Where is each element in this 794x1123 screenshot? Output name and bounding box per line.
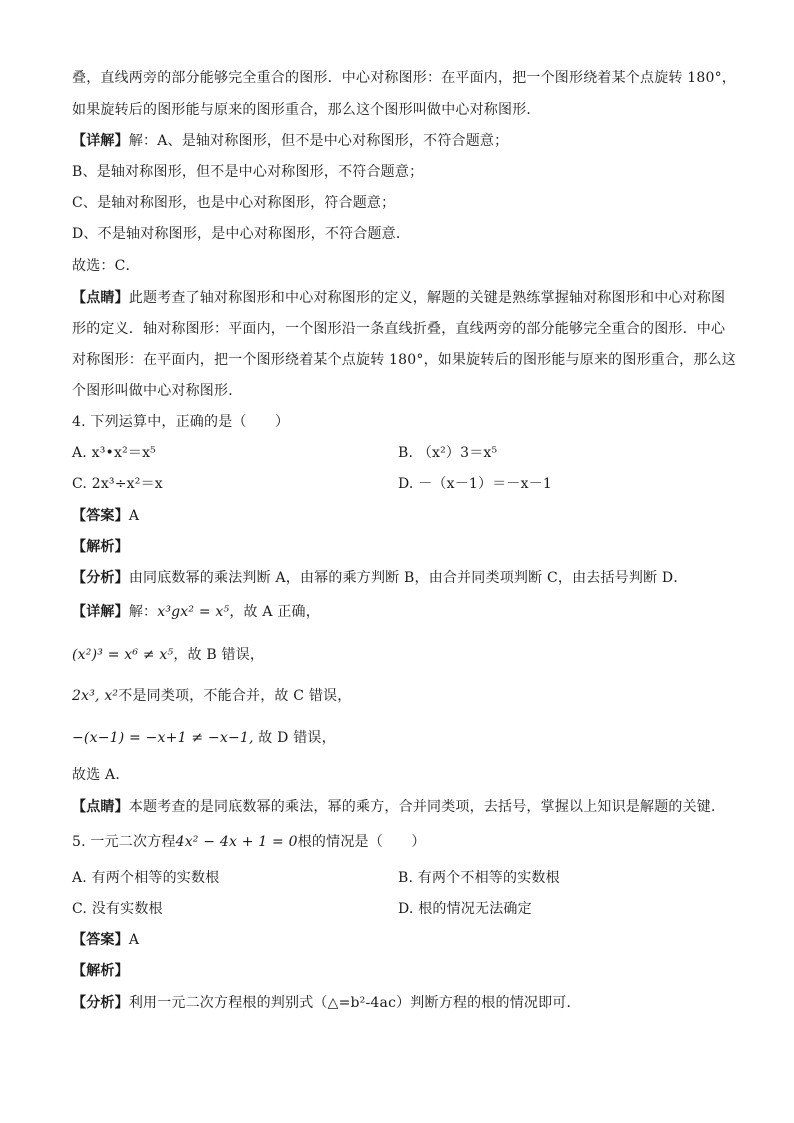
math-expression: −(x−1) = −x+1 ≠ −x−1, bbox=[72, 730, 254, 746]
answer-line bbox=[72, 506, 139, 526]
detail-suffix: ，故 A 正确， bbox=[229, 604, 320, 620]
fenxi-tag: 【分析】 bbox=[72, 570, 129, 586]
option-d: D. －（x－1）＝－x－1 bbox=[398, 476, 553, 492]
choice-line: 故选 A． bbox=[72, 767, 130, 783]
paragraph-line: 故选：C． bbox=[72, 258, 140, 274]
fenxi-text: 利用一元二次方程根的判别式（△=b²-4ac）判断方程的根的情况即可． bbox=[128, 995, 581, 1011]
answer-value: A bbox=[128, 932, 140, 948]
analysis-tag: 【解析】 bbox=[72, 539, 129, 555]
stem-suffix: 根的情况是（ ） bbox=[297, 834, 426, 850]
paragraph-line: 个图形叫做中心对称图形． bbox=[72, 383, 243, 399]
dianjing-tag: 【点睛】 bbox=[72, 799, 129, 815]
fenxi-text: 由同底数幂的乘法判断 A，由幂的乘方判断 B，由合并同类项判断 C，由去括号判断 D． bbox=[128, 570, 688, 586]
dianjing-line bbox=[72, 797, 725, 817]
paragraph-line: 如果旋转后的图形能与原来的图形重合，那么这个图形叫做中心对称图形． bbox=[72, 102, 541, 118]
paragraph-line: C、是轴对称图形，也是中心对称图形，符合题意； bbox=[72, 195, 396, 211]
detail-line bbox=[72, 728, 336, 748]
option-b: B. （x²）3＝x⁵ bbox=[398, 445, 498, 461]
dianjing-tag: 【点睛】 bbox=[72, 290, 129, 306]
math-expression: x³gx² = x⁵ bbox=[157, 604, 230, 620]
analysis-line bbox=[72, 961, 129, 981]
option-c: C. 没有实数根 bbox=[72, 901, 163, 917]
answer-value: A bbox=[128, 508, 140, 524]
detail-tag: 【详解】 bbox=[72, 133, 129, 149]
math-expression: (x²)³ = x⁶ ≠ x⁵ bbox=[72, 647, 174, 663]
detail-suffix: 不是同类项，不能合并，故 C 错误， bbox=[118, 688, 352, 704]
question-4-options-row-1 bbox=[72, 443, 728, 463]
detail-suffix: 故 D 错误， bbox=[253, 730, 336, 746]
answer-tag: 【答案】 bbox=[72, 508, 129, 524]
paragraph-line: B、是轴对称图形，但不是中心对称图形，不符合题意； bbox=[72, 164, 424, 180]
detail-text: 解：A、是轴对称图形，但不是中心对称图形，不符合题意； bbox=[128, 133, 509, 149]
dianjing-text: 本题考查的是同底数幂的乘法，幂的乘方，合并同类项，去括号，掌握以上知识是解题的关键． bbox=[128, 799, 726, 815]
option-a: A. 有两个相等的实数根 bbox=[72, 870, 220, 886]
detail-line bbox=[72, 686, 351, 706]
option-c: C. 2x³÷x²＝x bbox=[72, 476, 163, 492]
paragraph-line: D、不是轴对称图形，是中心对称图形，不符合题意． bbox=[72, 226, 411, 242]
paragraph-line: 形的定义．轴对称图形：平面内，一个图形沿一条直线折叠，直线两旁的部分能够完全重合的图形．中心 bbox=[72, 321, 726, 337]
dianjing-line bbox=[72, 288, 725, 308]
option-d: D. 根的情况无法确定 bbox=[398, 901, 532, 917]
fenxi-line bbox=[72, 993, 581, 1013]
detail-line bbox=[72, 131, 508, 151]
dianjing-text: 此题考查了轴对称图形和中心对称图形的定义，解题的关键是熟练掌握轴对称图形和中心对称图 bbox=[128, 290, 726, 306]
analysis-line bbox=[72, 537, 129, 557]
option-b: B. 有两个不相等的实数根 bbox=[398, 870, 560, 886]
math-expression: 2x³, x² bbox=[72, 688, 119, 704]
detail-tag: 【详解】 bbox=[72, 604, 129, 620]
question-4-options-row-2 bbox=[72, 474, 728, 494]
answer-tag: 【答案】 bbox=[72, 932, 129, 948]
question-5-options-row-1 bbox=[72, 868, 728, 888]
paragraph-line: 对称图形：在平面内，把一个图形绕着某个点旋转 180°，如果旋转后的图形能与原来的图形重合，那么这 bbox=[72, 352, 736, 368]
math-expression: 4x² − 4x + 1 = 0 bbox=[175, 834, 298, 850]
stem-prefix: 5. 一元二次方程 bbox=[72, 834, 176, 850]
detail-prefix: 解： bbox=[128, 604, 158, 620]
question-4-stem: 4. 下列运算中，正确的是（ ） bbox=[72, 414, 290, 430]
analysis-tag: 【解析】 bbox=[72, 963, 129, 979]
paragraph-line: 叠，直线两旁的部分能够完全重合的图形．中心对称图形：在平面内，把一个图形绕着某个点旋转 180°， bbox=[72, 70, 736, 86]
option-a: A. x³•x²＝x⁵ bbox=[72, 445, 156, 461]
fenxi-tag: 【分析】 bbox=[72, 995, 129, 1011]
detail-line bbox=[72, 602, 320, 622]
detail-line bbox=[72, 645, 264, 665]
answer-line bbox=[72, 930, 139, 950]
fenxi-line bbox=[72, 568, 688, 588]
question-5-stem bbox=[72, 832, 426, 852]
question-5-options-row-2 bbox=[72, 899, 728, 919]
detail-suffix: ，故 B 错误， bbox=[173, 647, 265, 663]
